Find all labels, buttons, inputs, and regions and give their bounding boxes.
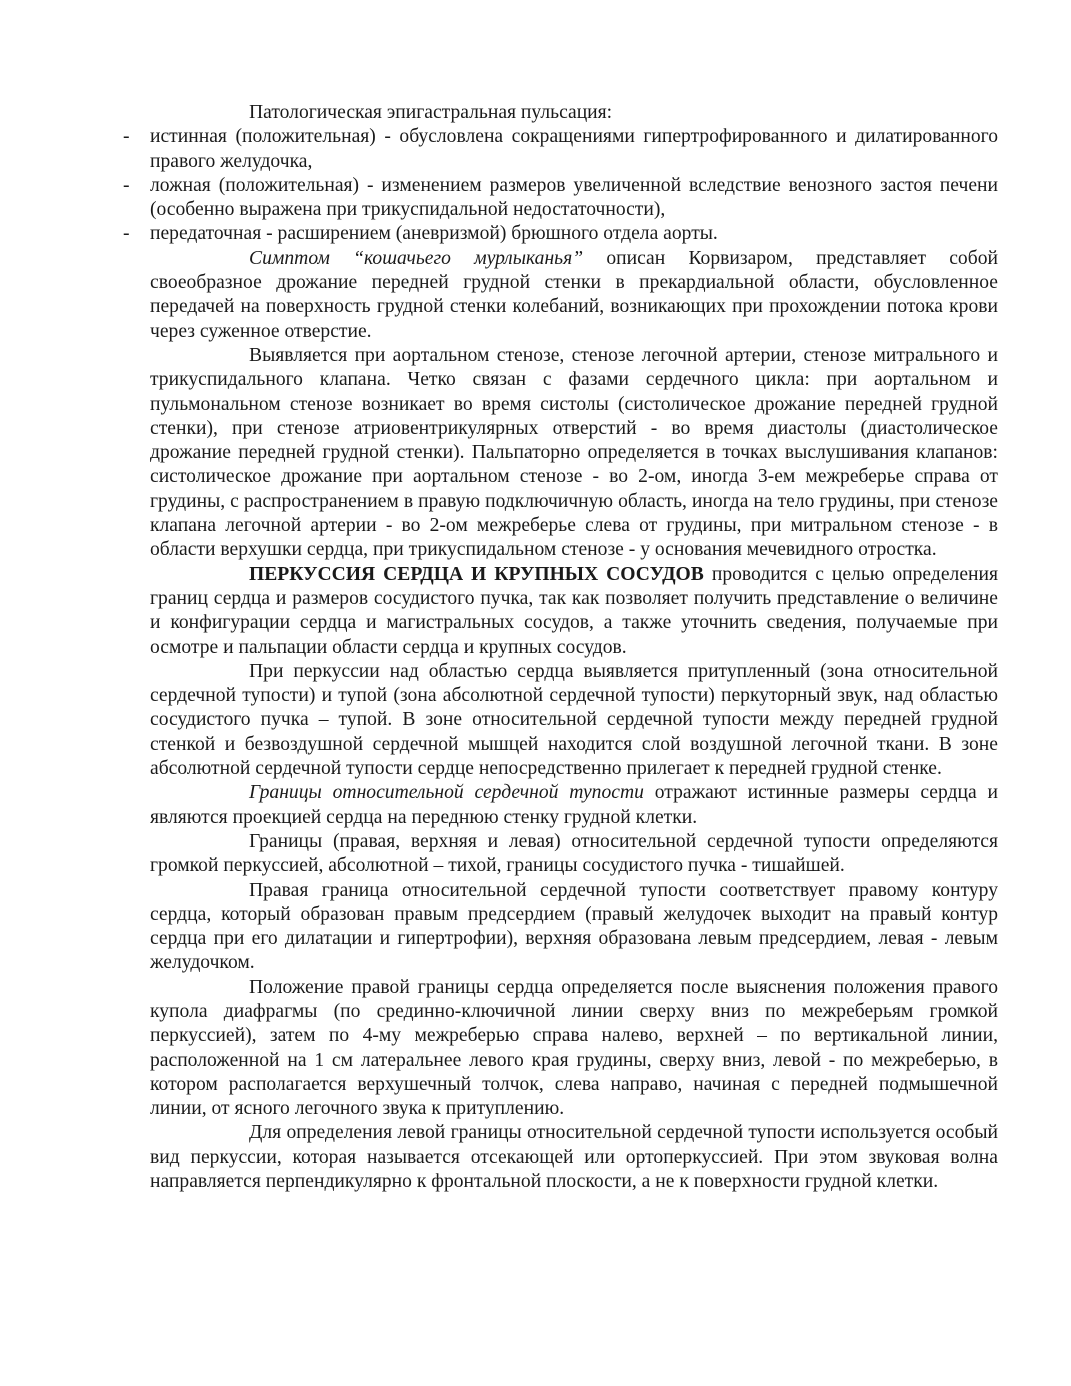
- paragraph-right-border: Правая граница относительной сердечной тупости соответствует правому контуру сердца, который образован правым предсердием (правый желудочек выходит на правый контур сердца при его дилатации и гипертрофии), верхняя образована левым предсердием, левая - левым желудочком.: [150, 879, 998, 974]
- list-item: [123, 125, 998, 174]
- list-dash: -: [123, 223, 130, 245]
- paragraph-text: проводится с целью определения границ сердца и размеров сосудистого пучка, так как позволяет получить представление о величине и конфигурации сердца и магистральных сосудов, а также уточнить сведения, получаемые при осмотре и пальпации области сердца и крупных сосудов.: [150, 563, 998, 658]
- paragraph-text: отражают истинные размеры сердца и являются проекцией сердца на переднюю стенку грудной клетки.: [150, 782, 998, 828]
- list-item: [123, 174, 998, 223]
- paragraph-left-border: Для определения левой границы относительной сердечной тупости используется особый вид перкуссии, которая называется отсекающей или ортоперкуссией. При этом звуковая волна направляется перпендикулярно к фронтальной плоскости, а не к поверхности грудной клетки.: [150, 1122, 998, 1193]
- paragraph-borders-method: Границы (правая, верхняя и левая) относительной сердечной тупости определяются громкой перкуссией, абсолютной – тихой, границы сосудистого пучка - тишайшей.: [150, 830, 998, 877]
- bold-heading: ПЕРКУССИЯ СЕРДЦА И КРУПНЫХ СОСУДОВ: [249, 563, 704, 585]
- paragraph-relative-dullness: [150, 781, 998, 830]
- list-item-text: передаточная - расширением (аневризмой) брюшного отдела аорты.: [150, 223, 718, 245]
- list-dash: -: [123, 174, 130, 196]
- list-dash: -: [123, 126, 130, 148]
- paragraph-right-border-position: Положение правой границы сердца определяется после выяснения положения правого купола диафрагмы (по срединно-ключичной линии сверху вниз по межреберьям громкой перкуссией), затем по 4-му межреберью справа налево, верхней – по вертикальной линии, расположенной на 1 см латеральнее левого края грудины, сверху вниз, левой - по межреберью, в котором располагается верхушечный толчок, слева направо, начиная с передней подмышечной линии, от ясного легочного звука к притуплению.: [150, 976, 998, 1120]
- paragraph-detection: Выявляется при аортальном стенозе, стенозе легочной артерии, стенозе митрального и трикуспидального клапана. Четко связан с фазами сердечного цикла: при аортальном и пульмональном стенозе возникает во время систолы (систолическое дрожание передней грудной стенки), при стенозе атриовентрикулярных отверстий - во время диастолы (диастолическое дрожание передней грудной стенки). Пальпаторно определяется в точках выслушивания клапанов: систолическое дрожание при аортальном стенозе - во 2-ом, иногда 3-ем межреберье справа от грудины, с распространением в правую подключичную область, иногда на тело грудины, при стенозе клапана легочной артерии - во 2-ом межреберье слева от грудины, при митральном стенозе - в области верхушки сердца, при трикуспидальном стенозе - у основания мечевидного отростка.: [150, 344, 998, 561]
- italic-term: Симптом “кошачьего мурлыканья”: [249, 247, 584, 269]
- list-item: [123, 222, 998, 246]
- paragraph-percussion-intro: [150, 563, 998, 660]
- section-heading: Патологическая эпигастральная пульсация:: [249, 102, 613, 123]
- list-item-text: истинная (положительная) - обусловлена сокращениями гипертрофированного и дилатированного правого желудочка,: [150, 126, 998, 172]
- paragraph-text: описан Корвизаром, представляет собой своеобразное дрожание передней грудной стенки в прекардиальной области, обусловленное передачей на поверхность грудной стенки колебаний, возникающих при прохождении потока крови через суженное отверстие.: [150, 247, 998, 342]
- list-item-text: ложная (положительная) - изменением размеров увеличенной вследствие венозного застоя печени (особенно выражена при трикуспидальной недостаточности),: [150, 174, 998, 221]
- pulsation-type-list: [123, 125, 998, 246]
- document-page: [123, 101, 998, 1194]
- paragraph-percussion-zones: При перкуссии над областью сердца выявляется притупленный (зона относительной сердечной тупости) и тупой (зона абсолютной сердечной тупости) перкуторный звук, над областью сосудистого пучка – тупой. В зоне относительной сердечной тупости между передней грудной стенкой и безвоздушной сердечной мышцей находится слой воздушной легочной ткани. В зоне абсолютной сердечной тупости сердце непосредственно прилегает к передней грудной стенке.: [150, 660, 998, 780]
- paragraph-cat-purr: [150, 247, 998, 344]
- italic-term: Границы относительной сердечной тупости: [249, 782, 644, 804]
